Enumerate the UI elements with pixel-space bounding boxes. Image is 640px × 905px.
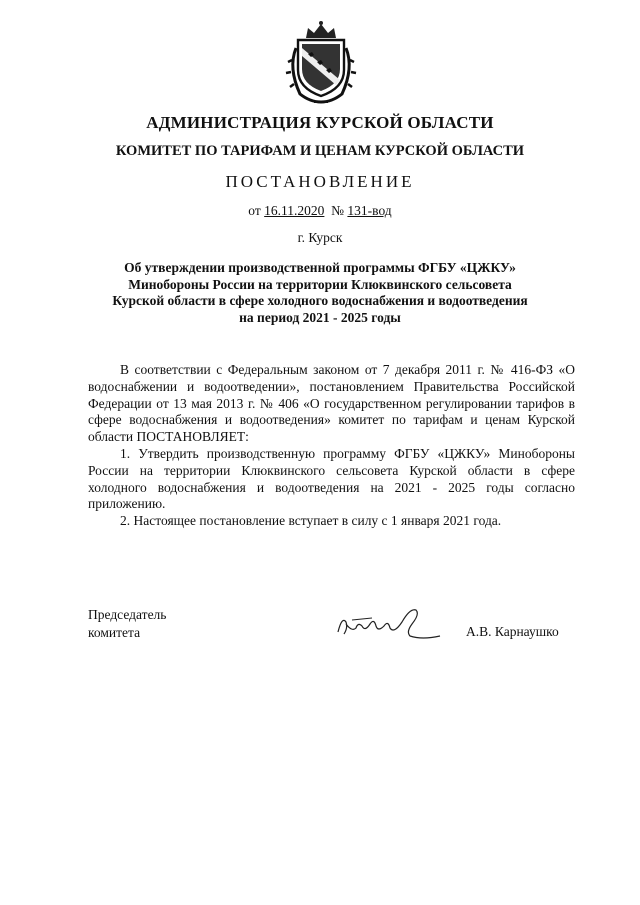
subject-line: на период 2021 - 2025 годы — [239, 309, 401, 325]
date-number-line — [0, 203, 640, 219]
document-type: ПОСТАНОВЛЕНИЕ — [225, 172, 415, 191]
date-prefix: от — [248, 203, 261, 218]
signatory-title-line: Председатель — [88, 607, 167, 622]
document-body — [88, 362, 575, 530]
subject-line: Минобороны России на территории Клюквинского сельсовета — [128, 276, 512, 292]
number-prefix: № — [331, 203, 345, 218]
signatory-title-line: комитета — [88, 625, 141, 640]
document-number: 131-вод — [347, 203, 392, 218]
subject-line: Курской области в сфере холодного водоснабжения и водоотведения — [112, 293, 528, 309]
signatory-title — [88, 606, 166, 642]
document-subject — [80, 260, 560, 326]
city: г. Курск — [297, 230, 343, 245]
committee-name: КОМИТЕТ ПО ТАРИФАМ И ЦЕНАМ КУРСКОЙ ОБЛАСТИ — [115, 143, 525, 159]
signatory-name: А.В. Карнаушко — [466, 624, 559, 639]
preamble-paragraph: В соответствии с Федеральным законом от 7 декабря 2011 г. № 416-ФЗ «О водоснабжении и водоотведении», постановлением Правительства Российской Федерации от 13 мая 2013 г. № 406 «О государственном регулировании тарифов в сфере водоснабжения и водоотведения» комитет по тарифам и ценам Курской области ПОСТАНОВЛЯЕТ: — [88, 362, 575, 445]
subject-line: Об утверждении производственной программы ФГБУ «ЦЖКУ» — [124, 260, 516, 275]
document-date: 16.11.2020 — [264, 203, 325, 218]
clause-2-paragraph: 2. Настоящее постановление вступает в силу с 1 января 2021 года. — [120, 513, 502, 529]
handwritten-signature-icon — [332, 602, 444, 644]
organization-name: АДМИНИСТРАЦИЯ КУРСКОЙ ОБЛАСТИ — [146, 113, 494, 132]
coat-of-arms-icon — [284, 18, 358, 106]
clause-1-paragraph: 1. Утвердить производственную программу ФГБУ «ЦЖКУ» Минобороны России на территории Клюквинского сельсовета Курской области в сфере холодного водоснабжения и водоотведения на 2021 - 2025 годы согласно приложению. — [88, 445, 575, 512]
